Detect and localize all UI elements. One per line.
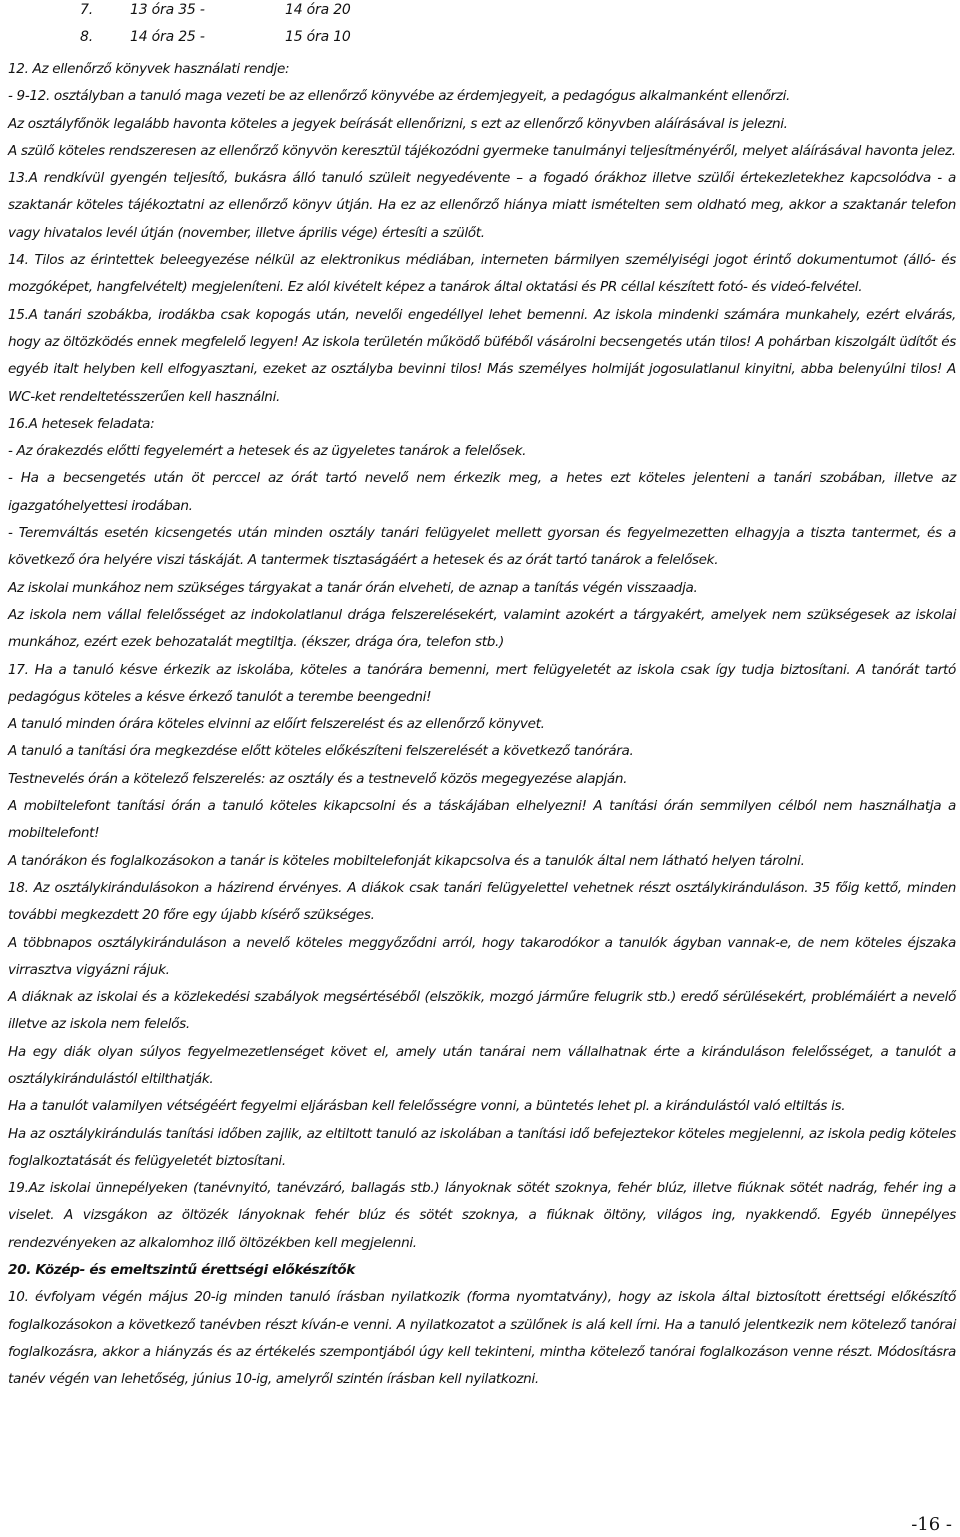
- paragraph: Az osztályfőnök legalább havonta köteles a jegyek beírását ellenőrizni, s ezt az ellenőrző könyvben aláírásával is jelezni.: [8, 115, 788, 132]
- paragraph: 18. Az osztálykirándulásokon a házirend érvényes. A diákok csak tanári felügyelettel vehetnek részt osztálykiránduláson. 35 főig kettő, minden további megkezdett 20 főre egy újabb kísérő szükséges.: [8, 879, 956, 924]
- paragraph: A többnapos osztálykiránduláson a nevelő köteles meggyőződni arról, hogy takarodókor a tanulók ágyban vannak-e, de nem köteles éjszaka virrasztva vigyázni rájuk.: [8, 934, 956, 978]
- paragraph: Ha egy diák olyan súlyos fegyelmezetlenséget követ el, amely után tanárai nem vállalhatnak érte a kiránduláson felelősséget, a tanulót a osztálykirándulástól eltilthatják.: [8, 1043, 956, 1087]
- paragraph: 14. Tilos az érintettek beleegyezése nélkül az elektronikus médiában, interneten bármilyen személyiségi jogot érintő dokumentumot (álló- és mozgóképet, hangfelvételt) megjeleníteni. Ez alól kivételt képez a tanárok által oktatási és PR céllal készített fotó- és videó-felvétel.: [8, 252, 956, 296]
- schedule-row: [80, 29, 380, 51]
- paragraph: - Az órakezdés előtti fegyelemért a hetesek és az ügyeletes tanárok a felelősek.: [8, 443, 527, 460]
- section-heading: 12. Az ellenőrző könyvek használati rendje:: [8, 61, 290, 77]
- paragraph: - 9-12. osztályban a tanuló maga vezeti be az ellenőrző könyvébe az érdemjegyeit, a pedagógus alkalmanként ellenőrzi.: [8, 88, 790, 105]
- paragraph: Az iskola nem vállal felelősséget az indokolatlanul drága felszerelésekért, valamint azokért a tárgyakért, amelyek nem szükségesek az iskolai munkához, ezért ezek behozatalát megtiltja. (ékszer, drága óra, telefon stb.): [8, 606, 956, 651]
- paragraph: 15.A tanári szobákba, irodákba csak kopogás után, nevelői engedéllyel lehet bemenni. Az iskola mindenki számára munkahely, ezért elvárás, hogy az öltözködés ennek megfelelő legyen! Az iskola területén működő büféből vásárolni becsengetés után tilos! A pohárban kiszolgált üdítőt és egyéb italt helyben kell elfogyasztani, ezeket az osztályba bevinni tilos! Más személyes holmiját jogosulatlanul kinyitni, abba belenyúlni tilos! A WC-ket rendeltetésszerűen kell használni.: [8, 306, 956, 405]
- paragraph: Ha az osztálykirándulás tanítási időben zajlik, az eltiltott tanuló az iskolában a tanítási idő befejeztekor köteles megjelenni, az iskola pedig köteles foglalkoztatását és felügyeletét biztosítani.: [8, 1125, 956, 1169]
- page-number: -16 -: [911, 1514, 952, 1535]
- section-heading: 16.A hetesek feladata:: [8, 415, 155, 432]
- period-number: 8.: [80, 29, 93, 45]
- paragraph: 17. Ha a tanuló késve érkezik az iskolába, köteles a tanórára bemenni, mert felügyeletét az iskola csak így tudja biztosítani. A tanórát tartó pedagógus köteles a késve érkező tanulót a terembe beengedni!: [8, 661, 956, 705]
- paragraph: Testnevelés órán a kötelező felszerelés: az osztály és a testnevelő közös megegyezése alapján.: [8, 770, 628, 787]
- paragraph: 13.A rendkívül gyengén teljesítő, bukásra álló tanuló szüleit negyedévente – a fogadó órákhoz illetve szülői értekezletekhez kapcsolódva - a szaktanár köteles tájékoztatni az ellenőrző könyv útján. Ha ez az ellenőrző hiánya miatt ismételten sem oldható meg, akkor a szaktanár telefon vagy hivatalos levél útján (november, illetve április vége) értesíti a szülőt.: [8, 170, 956, 241]
- paragraph: A tanórákon és foglalkozásokon a tanár is köteles mobiltelefonját kikapcsolva és a tanulók által nem látható helyen tárolni.: [8, 852, 805, 869]
- period-start: 13 óra 35 -: [130, 2, 205, 18]
- paragraph: 19.Az iskolai ünnepélyeken (tanévnyitó, tanévzáró, ballagás stb.) lányoknak sötét szoknya, fehér blúz, illetve fiúknak sötét nadrág, fehér ing a viselet. A vizsgákon az öltözék lányoknak fehér blúz és sötét szoknya, a fiúknak öltöny, világos ing, nyakkendő. Egyéb ünnepélyes rendezvényeken az alkalomhoz illő öltözékben kell megjelenni.: [8, 1180, 956, 1251]
- section-heading: 20. Közép- és emeltszintű érettségi előkészítők: [8, 1262, 355, 1279]
- paragraph: A tanuló minden órára köteles elvinni az előírt felszerelést és az ellenőrző könyvet.: [8, 716, 545, 733]
- period-end: 15 óra 10: [285, 29, 351, 45]
- period-end: 14 óra 20: [285, 2, 351, 18]
- paragraph: Ha a tanulót valamilyen vétségéért fegyelmi eljárásban kell felelősségre vonni, a büntetés lehet pl. a kirándulástól való eltiltás is.: [8, 1098, 846, 1115]
- paragraph: - Teremváltás esetén kicsengetés után minden osztály tanári felügyelet mellett gyorsan és fegyelmezetten elhagyja a tiszta tantermet, és a következő óra helyére viszi táskáját. A tantermek tisztaságáért a hetesek és az órát tartó tanárok a felelősek.: [8, 525, 956, 569]
- paragraph: - Ha a becsengetés után öt perccel az órát tartó nevelő nem érkezik meg, a hetes ezt köteles jelenteni a tanári szobában, illetve az igazgatóhelyettesi irodában.: [8, 470, 956, 514]
- schedule-row: [80, 2, 380, 24]
- paragraph: 10. évfolyam végén május 20-ig minden tanuló írásban nyilatkozik (forma nyomtatvány), hogy az iskola által biztosított érettségi előkészítő foglalkozásokon a következő tanévben részt kíván-e venni. A nyilatkozatot a szülőnek is alá kell írni. Ha a tanuló jelentkezik nem kötelező tanórai foglalkozásra, akkor a hiányzás és az értékelés szempontjából úgy kell tekinteni, mintha kötelező tanórai foglalkozáson venne részt. Módosításra tanév végén van lehetőség, június 10-ig, amelyről szintén írásban kell nyilatkozni.: [8, 1289, 956, 1388]
- rules-text: [8, 56, 956, 1394]
- paragraph: A szülő köteles rendszeresen az ellenőrző könyvön keresztül tájékozódni gyermeke tanulmányi teljesítményéről, melyet aláírásával havonta jelez.: [8, 142, 956, 159]
- paragraph: Az iskolai munkához nem szükséges tárgyakat a tanár órán elveheti, de aznap a tanítás végén visszaadja.: [8, 579, 698, 596]
- period-number: 7.: [80, 2, 93, 18]
- paragraph: A diáknak az iskolai és a közlekedési szabályok megsértéséből (elszökik, mozgó járműre felugrik stb.) eredő sérülésekért, problémáiért a nevelő illetve az iskola nem felelős.: [8, 989, 956, 1033]
- period-start: 14 óra 25 -: [130, 29, 205, 45]
- paragraph: A mobiltelefont tanítási órán a tanuló köteles kikapcsolni és a táskájában elhelyezni! A tanítási órán semmilyen célból nem használhatja a mobiltelefont!: [8, 798, 956, 842]
- paragraph: A tanuló a tanítási óra megkezdése előtt köteles előkészíteni felszerelését a következő tanórára.: [8, 743, 634, 760]
